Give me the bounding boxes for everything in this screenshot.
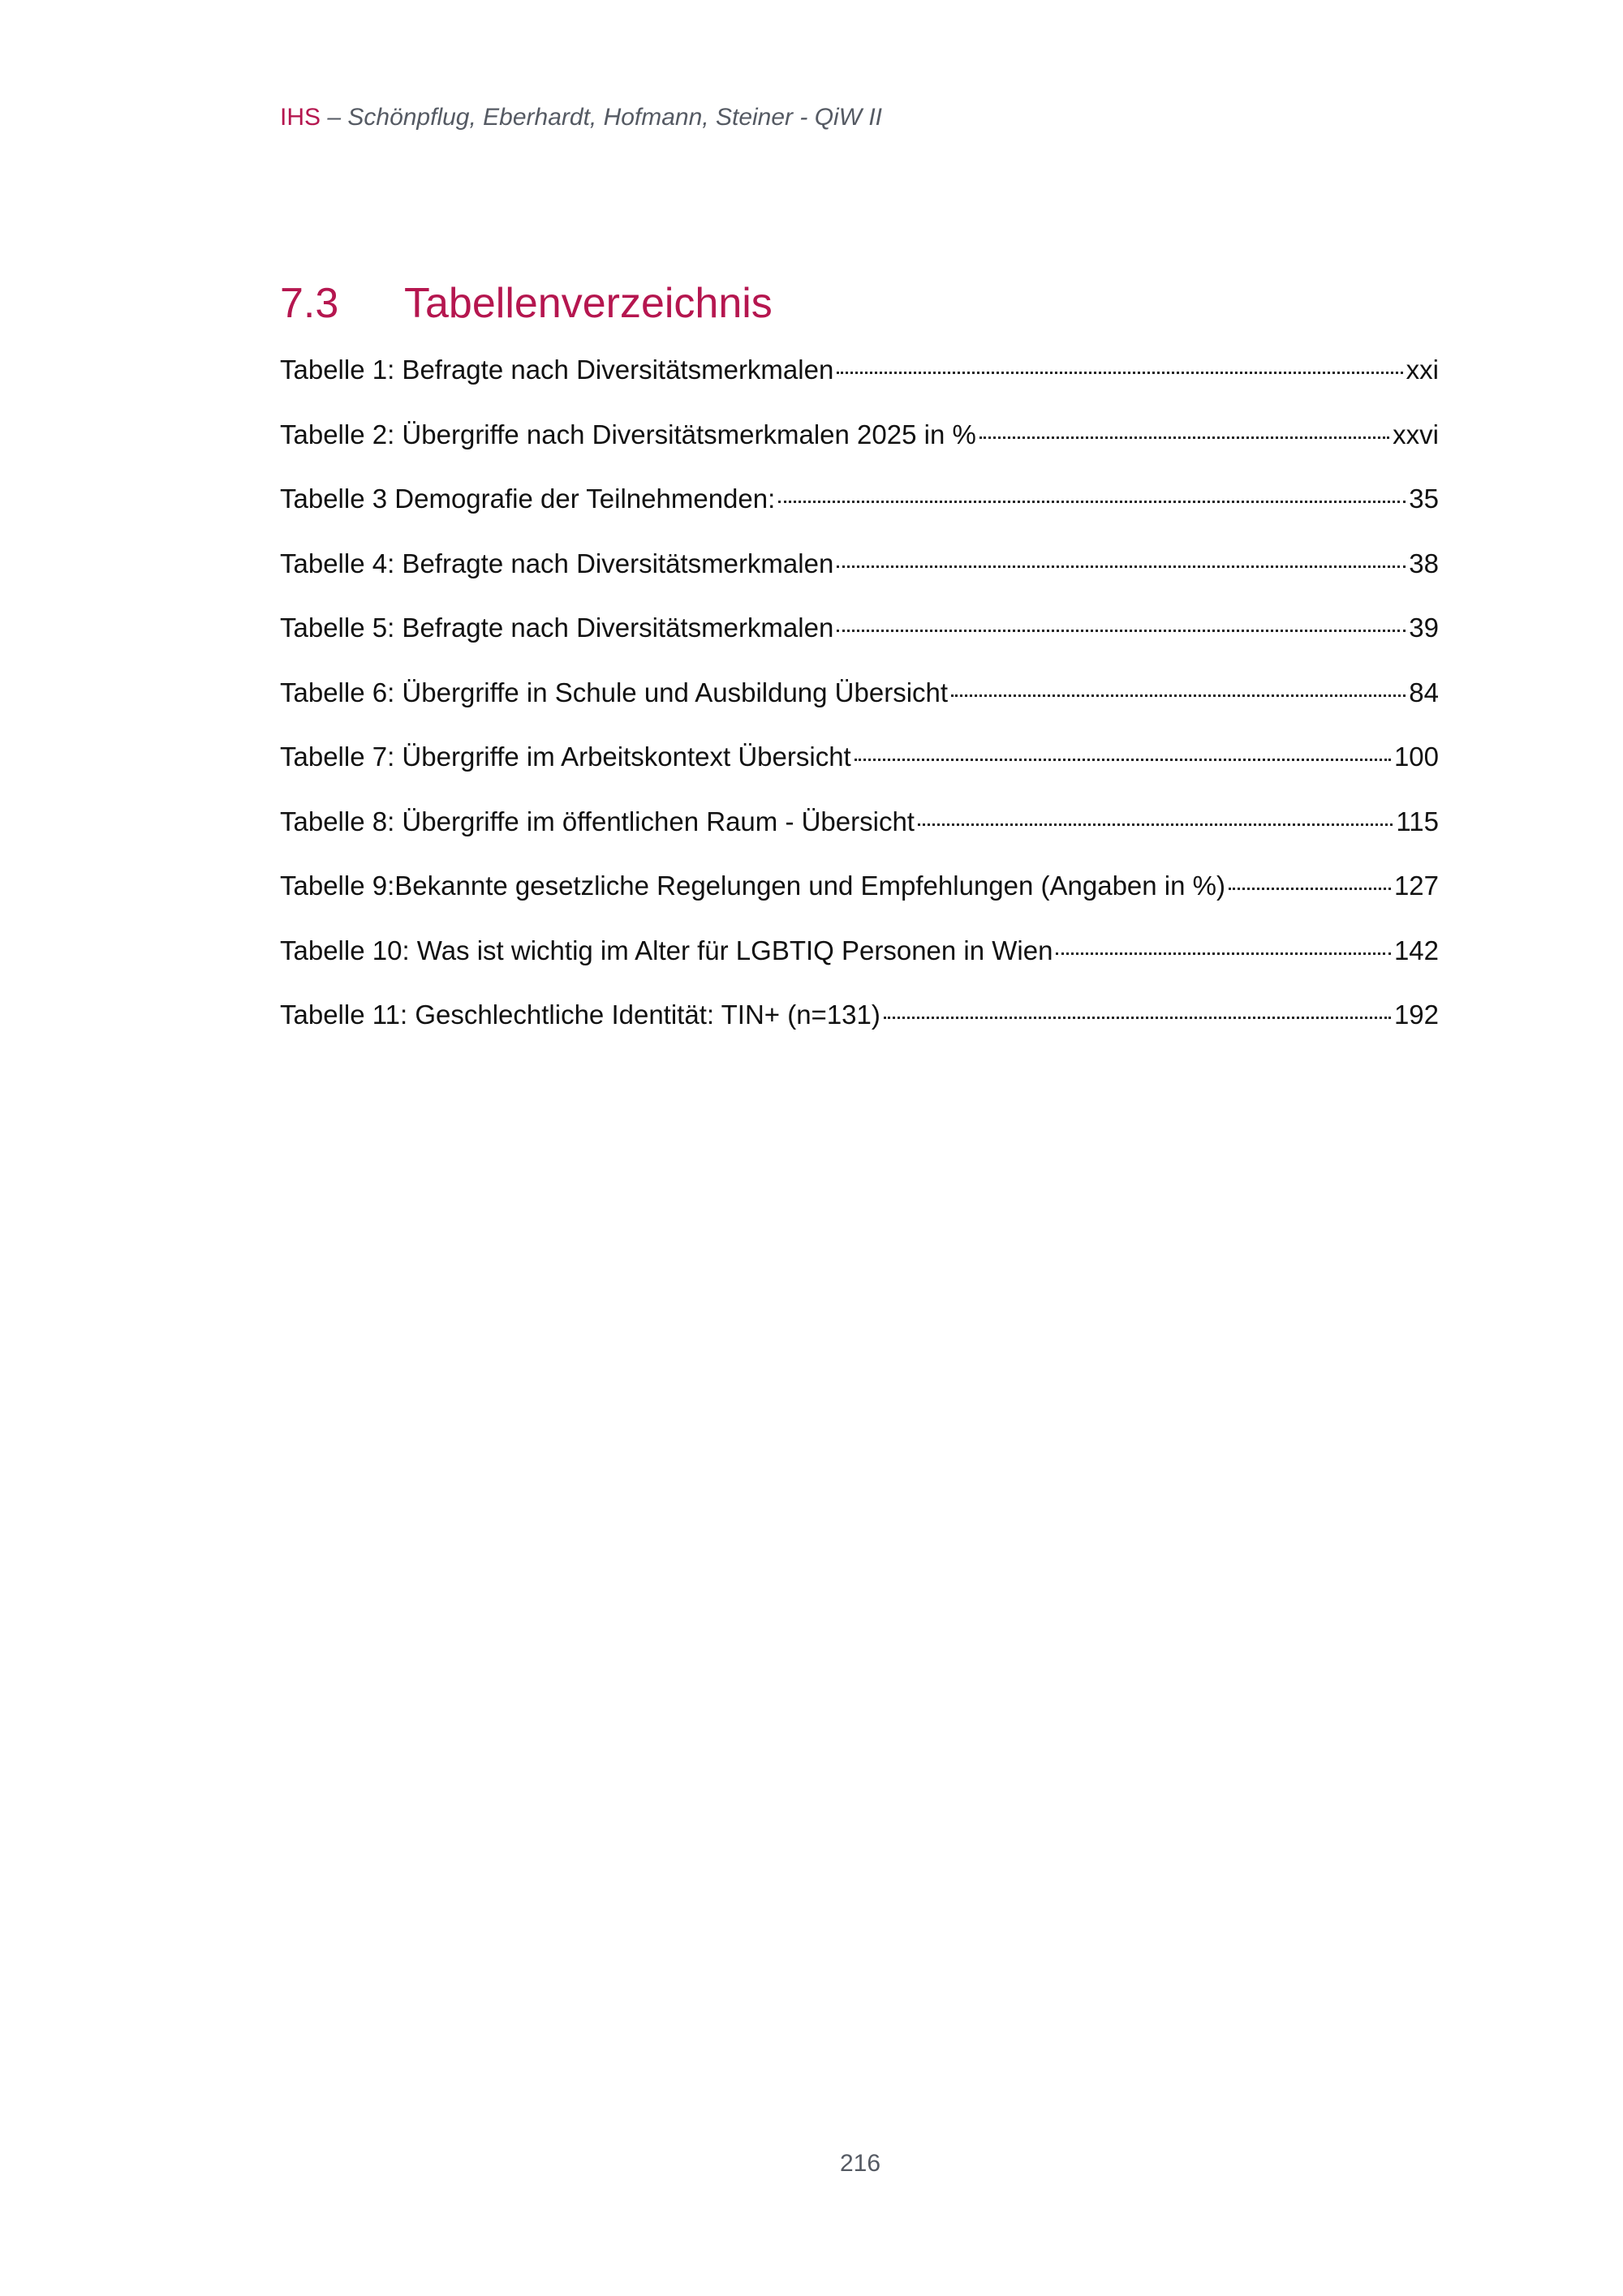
toc-entry-page: 84 bbox=[1409, 677, 1439, 707]
toc-entry[interactable] bbox=[280, 484, 1439, 548]
toc-entry-title: Tabelle 3 Demografie der Teilnehmenden: bbox=[280, 484, 776, 514]
toc-entry-page: 115 bbox=[1396, 806, 1439, 836]
toc-entry[interactable] bbox=[280, 935, 1439, 1000]
toc-entry-title: Tabelle 2: Übergriffe nach Diversitätsmerkmalen 2025 in % bbox=[280, 419, 976, 449]
toc-dot-leader bbox=[837, 372, 1402, 374]
toc-dot-leader bbox=[1056, 952, 1390, 955]
toc-entry-title: Tabelle 7: Übergriffe im Arbeitskontext Übersicht bbox=[280, 742, 851, 772]
toc-entry-page: 127 bbox=[1393, 871, 1439, 901]
toc-entry[interactable] bbox=[280, 548, 1439, 613]
toc-dot-leader bbox=[837, 630, 1406, 632]
toc-dot-leader bbox=[778, 501, 1406, 503]
toc-entry-page: 35 bbox=[1409, 484, 1439, 514]
toc-entry-page: 142 bbox=[1393, 935, 1439, 965]
header-authors: – Schönpflug, Eberhardt, Hofmann, Steiner - QiW II bbox=[321, 104, 883, 131]
toc-entry[interactable] bbox=[280, 742, 1439, 806]
section-title: Tabellenverzeichnis bbox=[404, 280, 773, 327]
toc-entry[interactable] bbox=[280, 871, 1439, 935]
table-of-tables bbox=[280, 355, 1439, 1064]
toc-entry-page: xxi bbox=[1406, 355, 1439, 385]
section-heading bbox=[280, 282, 773, 325]
toc-entry-title: Tabelle 1: Befragte nach Diversitätsmerkmalen bbox=[280, 355, 834, 385]
toc-entry-page: 100 bbox=[1393, 742, 1439, 772]
page-number: 216 bbox=[839, 2150, 881, 2177]
section-number: 7.3 bbox=[280, 280, 339, 327]
toc-entry-page: 38 bbox=[1409, 548, 1439, 578]
toc-entry-title: Tabelle 5: Befragte nach Diversitätsmerkmalen bbox=[280, 613, 834, 643]
toc-entry[interactable] bbox=[280, 677, 1439, 742]
toc-entry-title: Tabelle 8: Übergriffe im öffentlichen Raum - Übersicht bbox=[280, 806, 915, 836]
toc-entry-page: xxvi bbox=[1393, 419, 1439, 449]
toc-entry-title: Tabelle 4: Befragte nach Diversitätsmerkmalen bbox=[280, 548, 834, 578]
toc-dot-leader bbox=[918, 823, 1393, 826]
toc-dot-leader bbox=[884, 1017, 1391, 1019]
toc-entry[interactable] bbox=[280, 1000, 1439, 1064]
toc-entry-title: Tabelle 6: Übergriffe in Schule und Ausbildung Übersicht bbox=[280, 677, 949, 707]
header-org: IHS bbox=[280, 104, 321, 131]
toc-entry-title: Tabelle 10: Was ist wichtig im Alter für LGBTIQ Personen in Wien bbox=[280, 935, 1053, 965]
running-header bbox=[280, 104, 882, 131]
toc-dot-leader bbox=[855, 759, 1391, 761]
toc-entry[interactable] bbox=[280, 806, 1439, 871]
toc-entry-title: Tabelle 11: Geschlechtliche Identität: TIN+ (n=131) bbox=[280, 1000, 880, 1030]
toc-dot-leader bbox=[1229, 888, 1391, 890]
toc-entry[interactable] bbox=[280, 355, 1439, 419]
toc-entry-title: Tabelle 9:Bekannte gesetzliche Regelungen und Empfehlungen (Angaben in %) bbox=[280, 871, 1225, 901]
toc-dot-leader bbox=[979, 436, 1389, 439]
toc-entry[interactable] bbox=[280, 419, 1439, 484]
toc-entry-page: 192 bbox=[1393, 1000, 1439, 1030]
toc-entry-page: 39 bbox=[1409, 613, 1439, 643]
toc-dot-leader bbox=[951, 694, 1406, 697]
toc-dot-leader bbox=[837, 565, 1406, 568]
toc-entry[interactable] bbox=[280, 613, 1439, 677]
